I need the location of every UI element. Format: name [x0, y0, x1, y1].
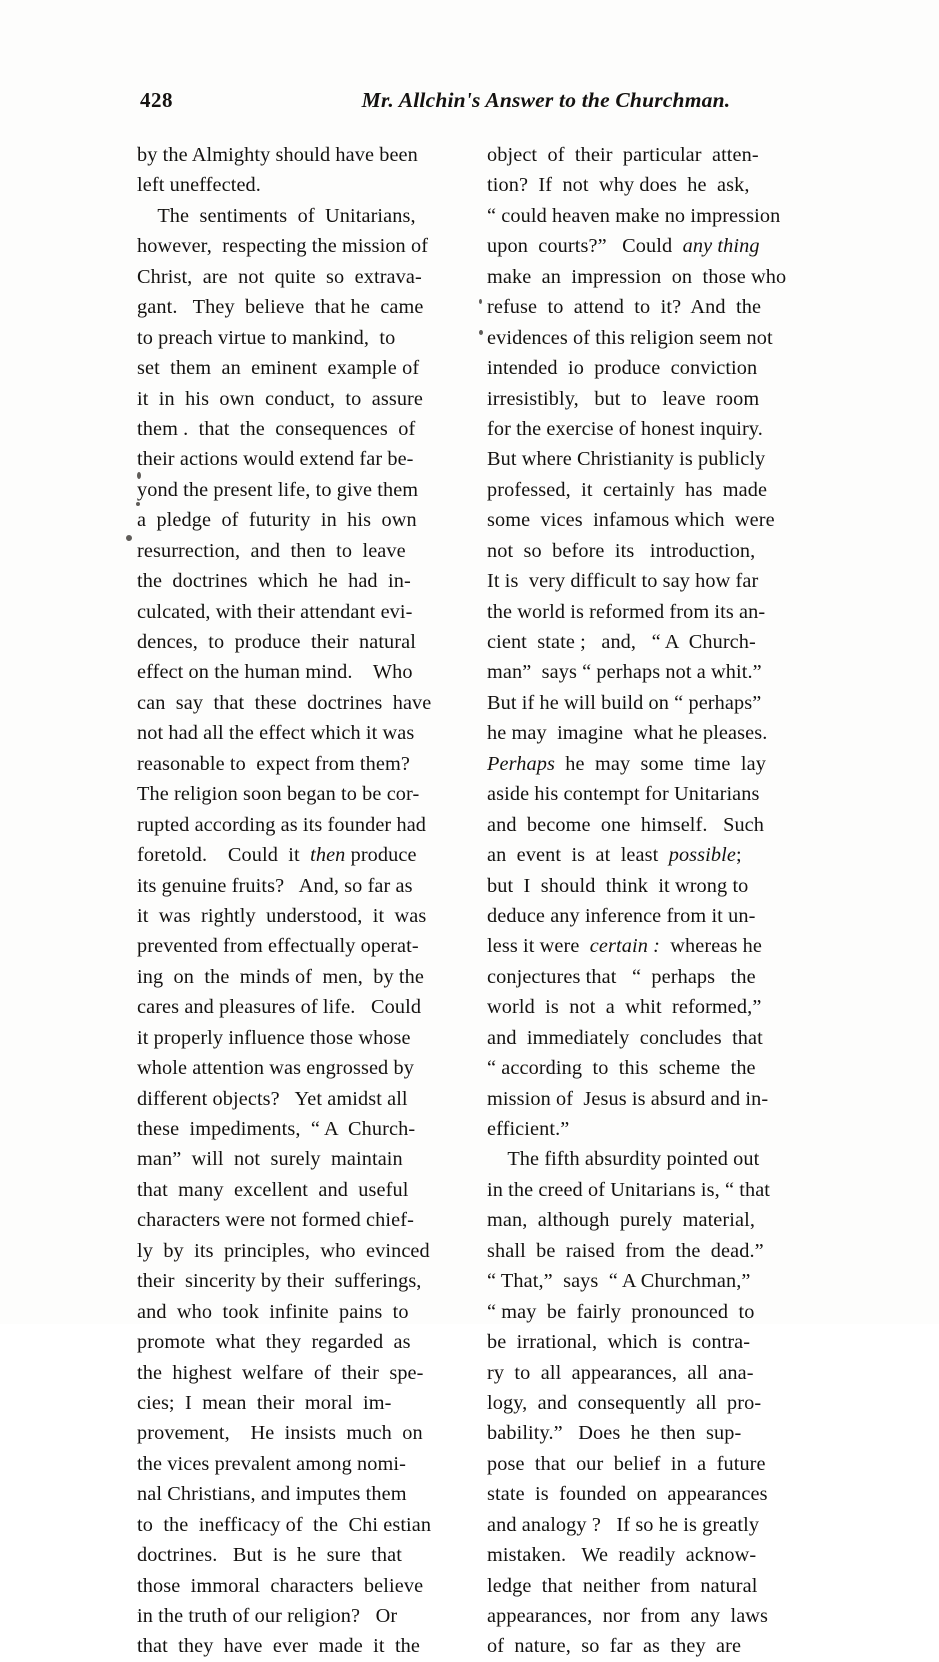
text-line: Perhaps he may some time lay	[487, 752, 766, 775]
ink-speck	[479, 299, 482, 304]
italic-phrase: Perhaps	[487, 752, 555, 775]
text-line: left uneffected.	[137, 174, 261, 197]
text-line: professed, it certainly has made	[487, 478, 768, 501]
text-line: gant. They believe that he came	[137, 296, 424, 319]
text-line: the doctrines which he had in-	[137, 570, 411, 593]
text-line: “ may be fairly pronounced to	[487, 1300, 755, 1323]
text-line: foretold. Could it then produce	[137, 844, 417, 867]
text-line: But where Christianity is publicly	[487, 448, 766, 471]
text-line: and who took infinite pains to	[137, 1300, 409, 1323]
text-line: “ according to this scheme the	[487, 1057, 756, 1080]
text-line: its genuine fruits? And, so far as	[137, 874, 413, 897]
text-line: It is very difficult to say how far	[487, 570, 759, 593]
text-line: yond the present life, to give them	[137, 478, 419, 501]
text-line: and become one himself. Such	[487, 813, 765, 836]
italic-phrase: certain :	[589, 935, 660, 958]
text-line: he may imagine what he pleases.	[487, 722, 768, 745]
text-line: make an impression on those who	[487, 265, 787, 288]
text-line: world is not a whit reformed,”	[487, 996, 762, 1019]
text-line: The religion soon began to be cor-	[137, 783, 420, 806]
text-line: the highest welfare of their spe-	[137, 1361, 424, 1384]
running-head	[140, 88, 812, 122]
text-line: The sentiments of Unitarians,	[137, 204, 416, 227]
text-column-left	[137, 140, 481, 1662]
text-line: efficient.”	[487, 1118, 570, 1140]
text-line: refuse to attend to it? And the	[487, 296, 762, 319]
text-line: those immoral characters believe	[137, 1574, 424, 1597]
text-line: irresistibly, but to leave room	[487, 387, 760, 410]
ink-speck	[136, 502, 140, 506]
text-column-right	[487, 140, 831, 1662]
text-line: it properly influence those whose	[137, 1026, 411, 1049]
text-line: Christ, are not quite so extrava-	[137, 265, 422, 288]
text-line: some vices infamous which were	[487, 509, 775, 532]
text-line: can say that these doctrines have	[137, 691, 432, 714]
text-line: their sincerity by their sufferings,	[137, 1270, 422, 1293]
text-line: not so before its introduction,	[487, 539, 756, 562]
text-line: evidences of this religion seem not	[487, 326, 773, 349]
text-line: tion? If not why does he ask,	[487, 174, 750, 197]
text-line: an event is at least possible;	[487, 844, 742, 867]
italic-phrase: any thing	[682, 235, 760, 258]
text-line: mistaken. We readily acknow-	[487, 1544, 757, 1567]
text-line: but I should think it wrong to	[487, 874, 749, 897]
text-line: culcated, with their attendant evi-	[137, 600, 413, 623]
text-line: “ That,” says “ A Churchman,”	[487, 1270, 751, 1293]
text-line: shall be raised from the dead.”	[487, 1239, 764, 1262]
text-line: ledge that neither from natural	[487, 1574, 758, 1597]
text-line: The fifth absurdity pointed out	[487, 1148, 760, 1171]
text-line: it was rightly understood, it was	[137, 904, 427, 927]
text-line: logy, and consequently all pro-	[487, 1391, 762, 1414]
text-line: cient state ; and, “ A Church-	[487, 631, 756, 653]
text-line: state is founded on appearances	[487, 1483, 768, 1506]
text-line: these impediments, “ A Church-	[137, 1118, 416, 1140]
text-line: nal Christians, and imputes them	[137, 1483, 407, 1506]
text-line: ry to all appearances, all ana-	[487, 1361, 754, 1384]
text-line: conjectures that “ perhaps the	[487, 965, 756, 988]
text-line: man” will not surely maintain	[137, 1148, 403, 1171]
text-line: in the creed of Unitarians is, “ that	[487, 1178, 771, 1201]
text-line: mission of Jesus is absurd and in-	[487, 1087, 769, 1110]
text-line: whole attention was engrossed by	[137, 1057, 414, 1080]
text-line: dences, to produce their natural	[137, 631, 416, 653]
text-line: man” says “ perhaps not a whit.”	[487, 661, 762, 684]
text-line: to the inefficacy of the Chi estian	[137, 1513, 432, 1536]
text-line: their actions would extend far be-	[137, 448, 414, 471]
text-line: man, although purely material,	[487, 1209, 756, 1232]
text-line: that they have ever made it the	[137, 1635, 421, 1658]
text-line: ly by its principles, who evinced	[137, 1239, 430, 1262]
text-line: and analogy ? If so he is greatly	[487, 1513, 760, 1536]
text-line: a pledge of futurity in his own	[137, 509, 417, 532]
text-line: bability.” Does he then sup-	[487, 1422, 742, 1445]
body-columns	[137, 140, 837, 1658]
ink-speck	[126, 535, 132, 541]
ink-speck	[479, 330, 483, 335]
italic-phrase: possible	[668, 844, 736, 867]
text-line: to preach virtue to mankind, to	[137, 326, 396, 349]
ink-speck	[137, 472, 141, 479]
text-line: that many excellent and useful	[137, 1178, 409, 1201]
text-line: set them an eminent example of	[137, 357, 420, 380]
text-line: rupted according as its founder had	[137, 813, 427, 836]
text-line: not had all the effect which it was	[137, 722, 415, 745]
text-line: upon courts?” Could any thing	[487, 235, 760, 258]
text-line: But if he will build on “ perhaps”	[487, 691, 762, 714]
text-line: be irrational, which is contra-	[487, 1331, 751, 1354]
text-line: less it were certain : whereas he	[487, 935, 762, 958]
text-line: effect on the human mind. Who	[137, 661, 413, 684]
text-line: pose that our belief in a future	[487, 1452, 766, 1475]
text-line: the world is reformed from its an-	[487, 600, 766, 623]
text-line: object of their particular atten-	[487, 144, 759, 166]
text-line: “ could heaven make no impression	[487, 204, 781, 227]
text-line: ing on the minds of men, by the	[137, 965, 424, 988]
text-line: the vices prevalent among nomi-	[137, 1452, 406, 1475]
text-line: cies; I mean their moral im-	[137, 1391, 392, 1414]
text-line: intended io produce conviction	[487, 357, 758, 380]
text-line: reasonable to expect from them?	[137, 752, 410, 775]
text-line: appearances, nor from any laws	[487, 1605, 769, 1627]
page-number: 428	[140, 88, 173, 112]
text-line: by the Almighty should have been	[137, 144, 418, 166]
text-line: aside his contempt for Unitarians	[487, 783, 760, 806]
text-line: characters were not formed chief-	[137, 1209, 414, 1232]
text-line: cares and pleasures of life. Could	[137, 996, 422, 1019]
text-line: resurrection, and then to leave	[137, 539, 406, 562]
italic-phrase: then	[310, 844, 346, 867]
running-title: Mr. Allchin's Answer to the Churchman.	[361, 88, 731, 112]
text-line: for the exercise of honest inquiry.	[487, 417, 763, 440]
text-line: in the truth of our religion? Or	[137, 1605, 398, 1627]
text-line: promote what they regarded as	[137, 1331, 411, 1354]
text-line: however, respecting the mission of	[137, 235, 429, 258]
text-line: of nature, so far as they are	[487, 1635, 742, 1658]
text-line: prevented from effectually operat-	[137, 935, 419, 958]
text-line: provement, He insists much on	[137, 1422, 423, 1445]
text-line: deduce any inference from it un-	[487, 904, 756, 927]
text-line: different objects? Yet amidst all	[137, 1087, 408, 1110]
text-line: it in his own conduct, to assure	[137, 387, 424, 410]
text-line: and immediately concludes that	[487, 1026, 763, 1049]
text-line: them . that the consequences of	[137, 417, 416, 440]
text-line: doctrines. But is he sure that	[137, 1544, 402, 1567]
